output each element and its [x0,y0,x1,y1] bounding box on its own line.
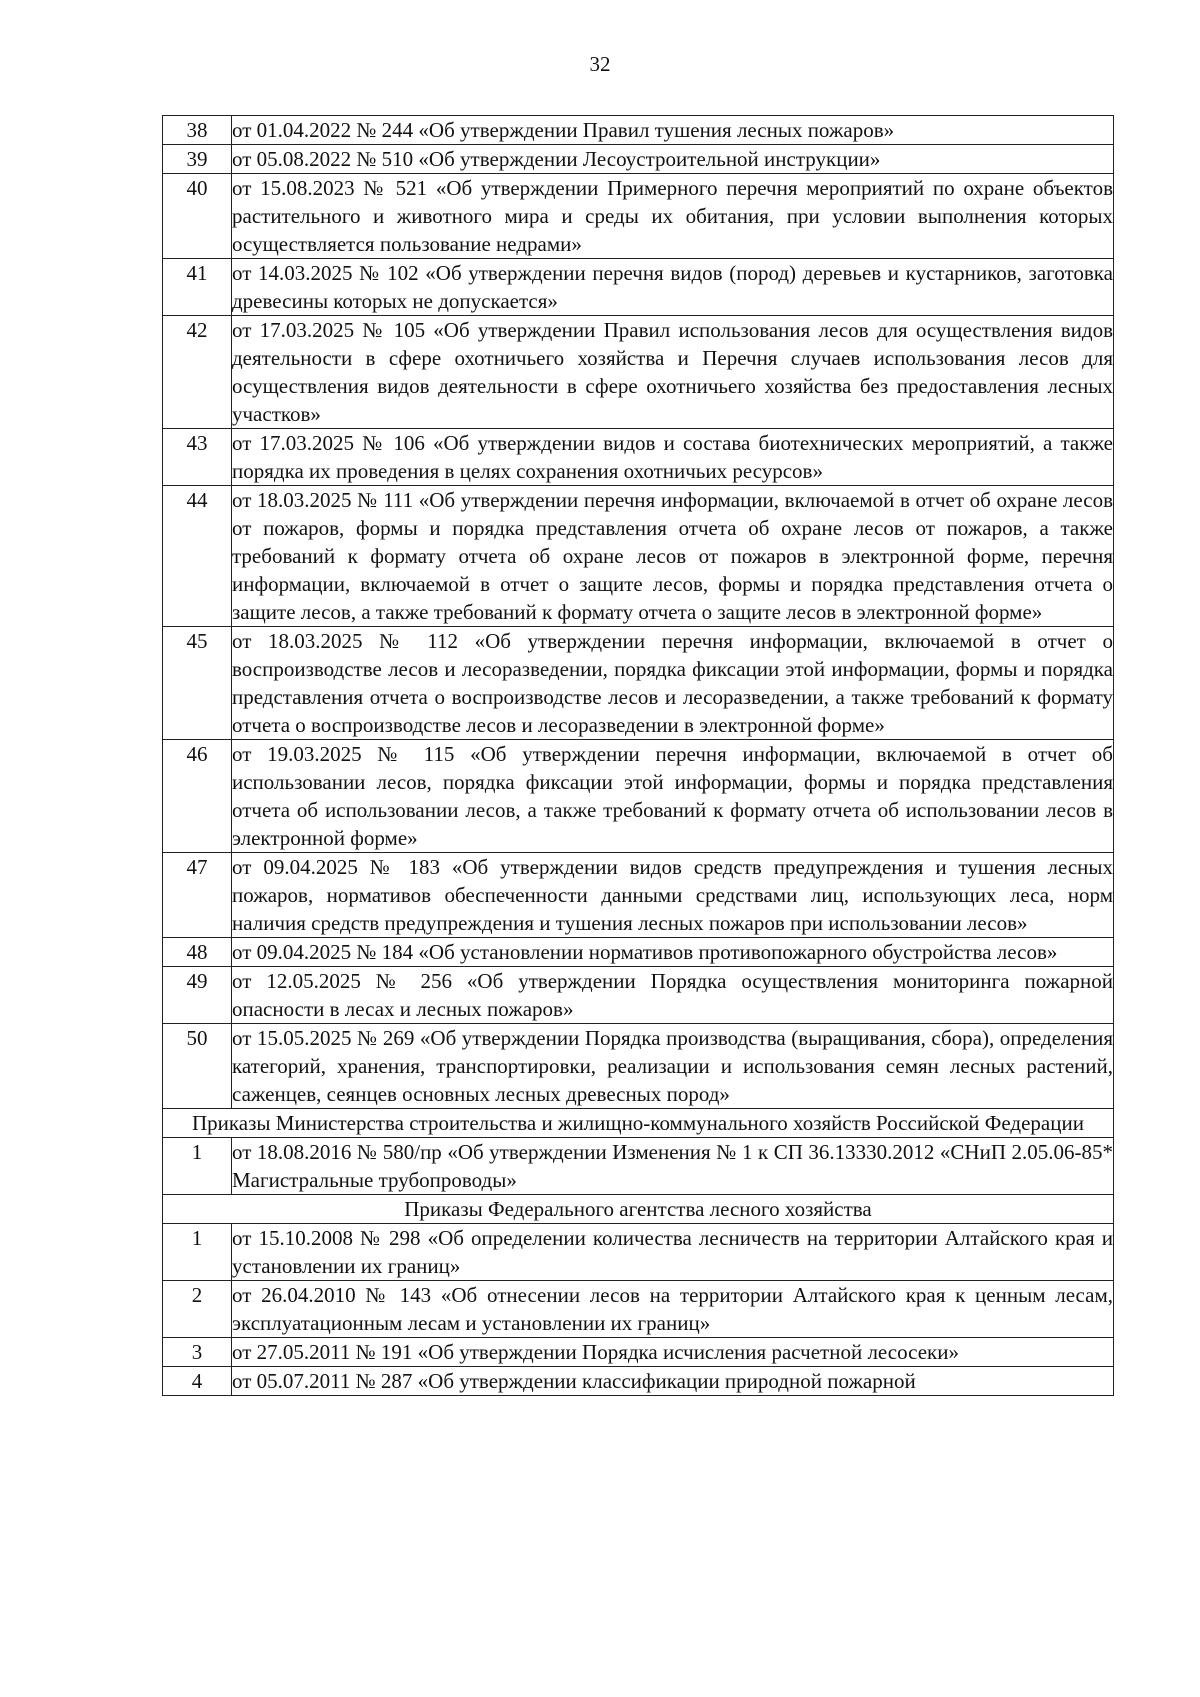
table-row [163,1138,1114,1195]
row-number: 1 [163,1224,232,1281]
row-text: от 18.03.2025 № 112 «Об утверждении перечня информации, включаемой в отчет о воспроизводстве лесов и лесоразведении, порядка фиксации этой информации, формы и порядка представления отчета о воспроизводстве лесов и лесоразведении, а также требований к формату отчета о воспроизводстве лесов и лесоразведении в электронной форме» [232,627,1114,740]
row-number: 47 [163,853,232,938]
row-number: 2 [163,1281,232,1338]
row-number: 43 [163,429,232,486]
row-text: от 19.03.2025 № 115 «Об утверждении перечня информации, включаемой в отчет об использовании лесов, порядка фиксации этой информации, формы и порядка представления отчета об использовании лесов, а также требований к формату отчета об использовании лесов в электронной форме» [232,740,1114,853]
row-number: 45 [163,627,232,740]
row-number: 38 [163,116,232,145]
legal-acts-table [162,115,1114,1396]
table-row [163,259,1114,316]
row-number: 40 [163,174,232,259]
table-row [163,967,1114,1024]
row-text: от 27.05.2011 № 191 «Об утверждении Порядка исчисления расчетной лесосеки» [232,1338,1114,1367]
row-text: от 09.04.2025 № 183 «Об утверждении видов средств предупреждения и тушения лесных пожаров, нормативов обеспеченности данными средствами лиц, использующих леса, норм наличия средств предупреждения и тушения лесных пожаров при использовании лесов» [232,853,1114,938]
row-number: 46 [163,740,232,853]
row-text: от 15.05.2025 № 269 «Об утверждении Порядка производства (выращивания, сбора), определения категорий, хранения, транспортировки, реализации и использования семян лесных растений, саженцев, сеянцев основных лесных древесных пород» [232,1024,1114,1109]
table-row [163,627,1114,740]
table-row [163,486,1114,627]
section-heading: Приказы Министерства строительства и жилищно-коммунального хозяйств Российской Федерации [163,1109,1114,1138]
row-text: от 26.04.2010 № 143 «Об отнесении лесов на территории Алтайского края к ценным лесам, эксплуатационным лесам и установлении их границ» [232,1281,1114,1338]
row-number: 4 [163,1367,232,1396]
section-heading-row [163,1109,1114,1138]
row-text: от 09.04.2025 № 184 «Об установлении нормативов противопожарного обустройства лесов» [232,938,1114,967]
row-number: 49 [163,967,232,1024]
row-text: от 17.03.2025 № 106 «Об утверждении видов и состава биотехнических мероприятий, а также порядка их проведения в целях сохранения охотничьих ресурсов» [232,429,1114,486]
row-text: от 18.08.2016 № 580/пр «Об утверждении Изменения № 1 к СП 36.13330.2012 «СНиП 2.05.06-85* Магистральные трубопроводы» [232,1138,1114,1195]
table-body [163,116,1114,1396]
row-text: от 18.03.2025 № 111 «Об утверждении перечня информации, включаемой в отчет об охране лесов от пожаров, формы и порядка представления отчета об охране лесов от пожаров, а также требований к формату отчета об охране лесов от пожаров в электронной форме, перечня информации, включаемой в отчет о защите лесов, формы и порядка представления отчета о защите лесов, а также требований к формату отчета о защите лесов в электронной форме» [232,486,1114,627]
table-row [163,174,1114,259]
row-text: от 15.10.2008 № 298 «Об определении количества лесничеств на территории Алтайского края и установлении их границ» [232,1224,1114,1281]
row-number: 41 [163,259,232,316]
table-row [163,938,1114,967]
row-number: 42 [163,316,232,429]
table-row [163,1338,1114,1367]
page-number: 32 [589,52,611,76]
table-row [163,853,1114,938]
table-row [163,316,1114,429]
table-row [163,740,1114,853]
row-text: от 14.03.2025 № 102 «Об утверждении перечня видов (пород) деревьев и кустарников, заготовка древесины которых не допускается» [232,259,1114,316]
row-number: 44 [163,486,232,627]
row-text: от 05.08.2022 № 510 «Об утверждении Лесоустроительной инструкции» [232,145,1114,174]
table-row [163,429,1114,486]
row-number: 50 [163,1024,232,1109]
row-number: 48 [163,938,232,967]
row-text: от 01.04.2022 № 244 «Об утверждении Правил тушения лесных пожаров» [232,116,1114,145]
row-text: от 17.03.2025 № 105 «Об утверждении Правил использования лесов для осуществления видов деятельности в сфере охотничьего хозяйства и Перечня случаев использования лесов для осуществления видов деятельности в сфере охотничьего хозяйства без предоставления лесных участков» [232,316,1114,429]
table-row [163,1024,1114,1109]
row-number: 1 [163,1138,232,1195]
row-number: 39 [163,145,232,174]
row-text: от 15.08.2023 № 521 «Об утверждении Примерного перечня мероприятий по охране объектов растительного и животного мира и среды их обитания, при условии выполнения которых осуществляется пользование недрами» [232,174,1114,259]
row-text: от 12.05.2025 № 256 «Об утверждении Порядка осуществления мониторинга пожарной опасности в лесах и лесных пожаров» [232,967,1114,1024]
table-row [163,145,1114,174]
section-heading: Приказы Федерального агентства лесного хозяйства [163,1195,1114,1224]
table-row [163,1224,1114,1281]
table-row [163,1281,1114,1338]
section-heading-row [163,1195,1114,1224]
row-text: от 05.07.2011 № 287 «Об утверждении классификации природной пожарной [232,1367,1114,1396]
table-row [163,1367,1114,1396]
table-row [163,116,1114,145]
row-number: 3 [163,1338,232,1367]
